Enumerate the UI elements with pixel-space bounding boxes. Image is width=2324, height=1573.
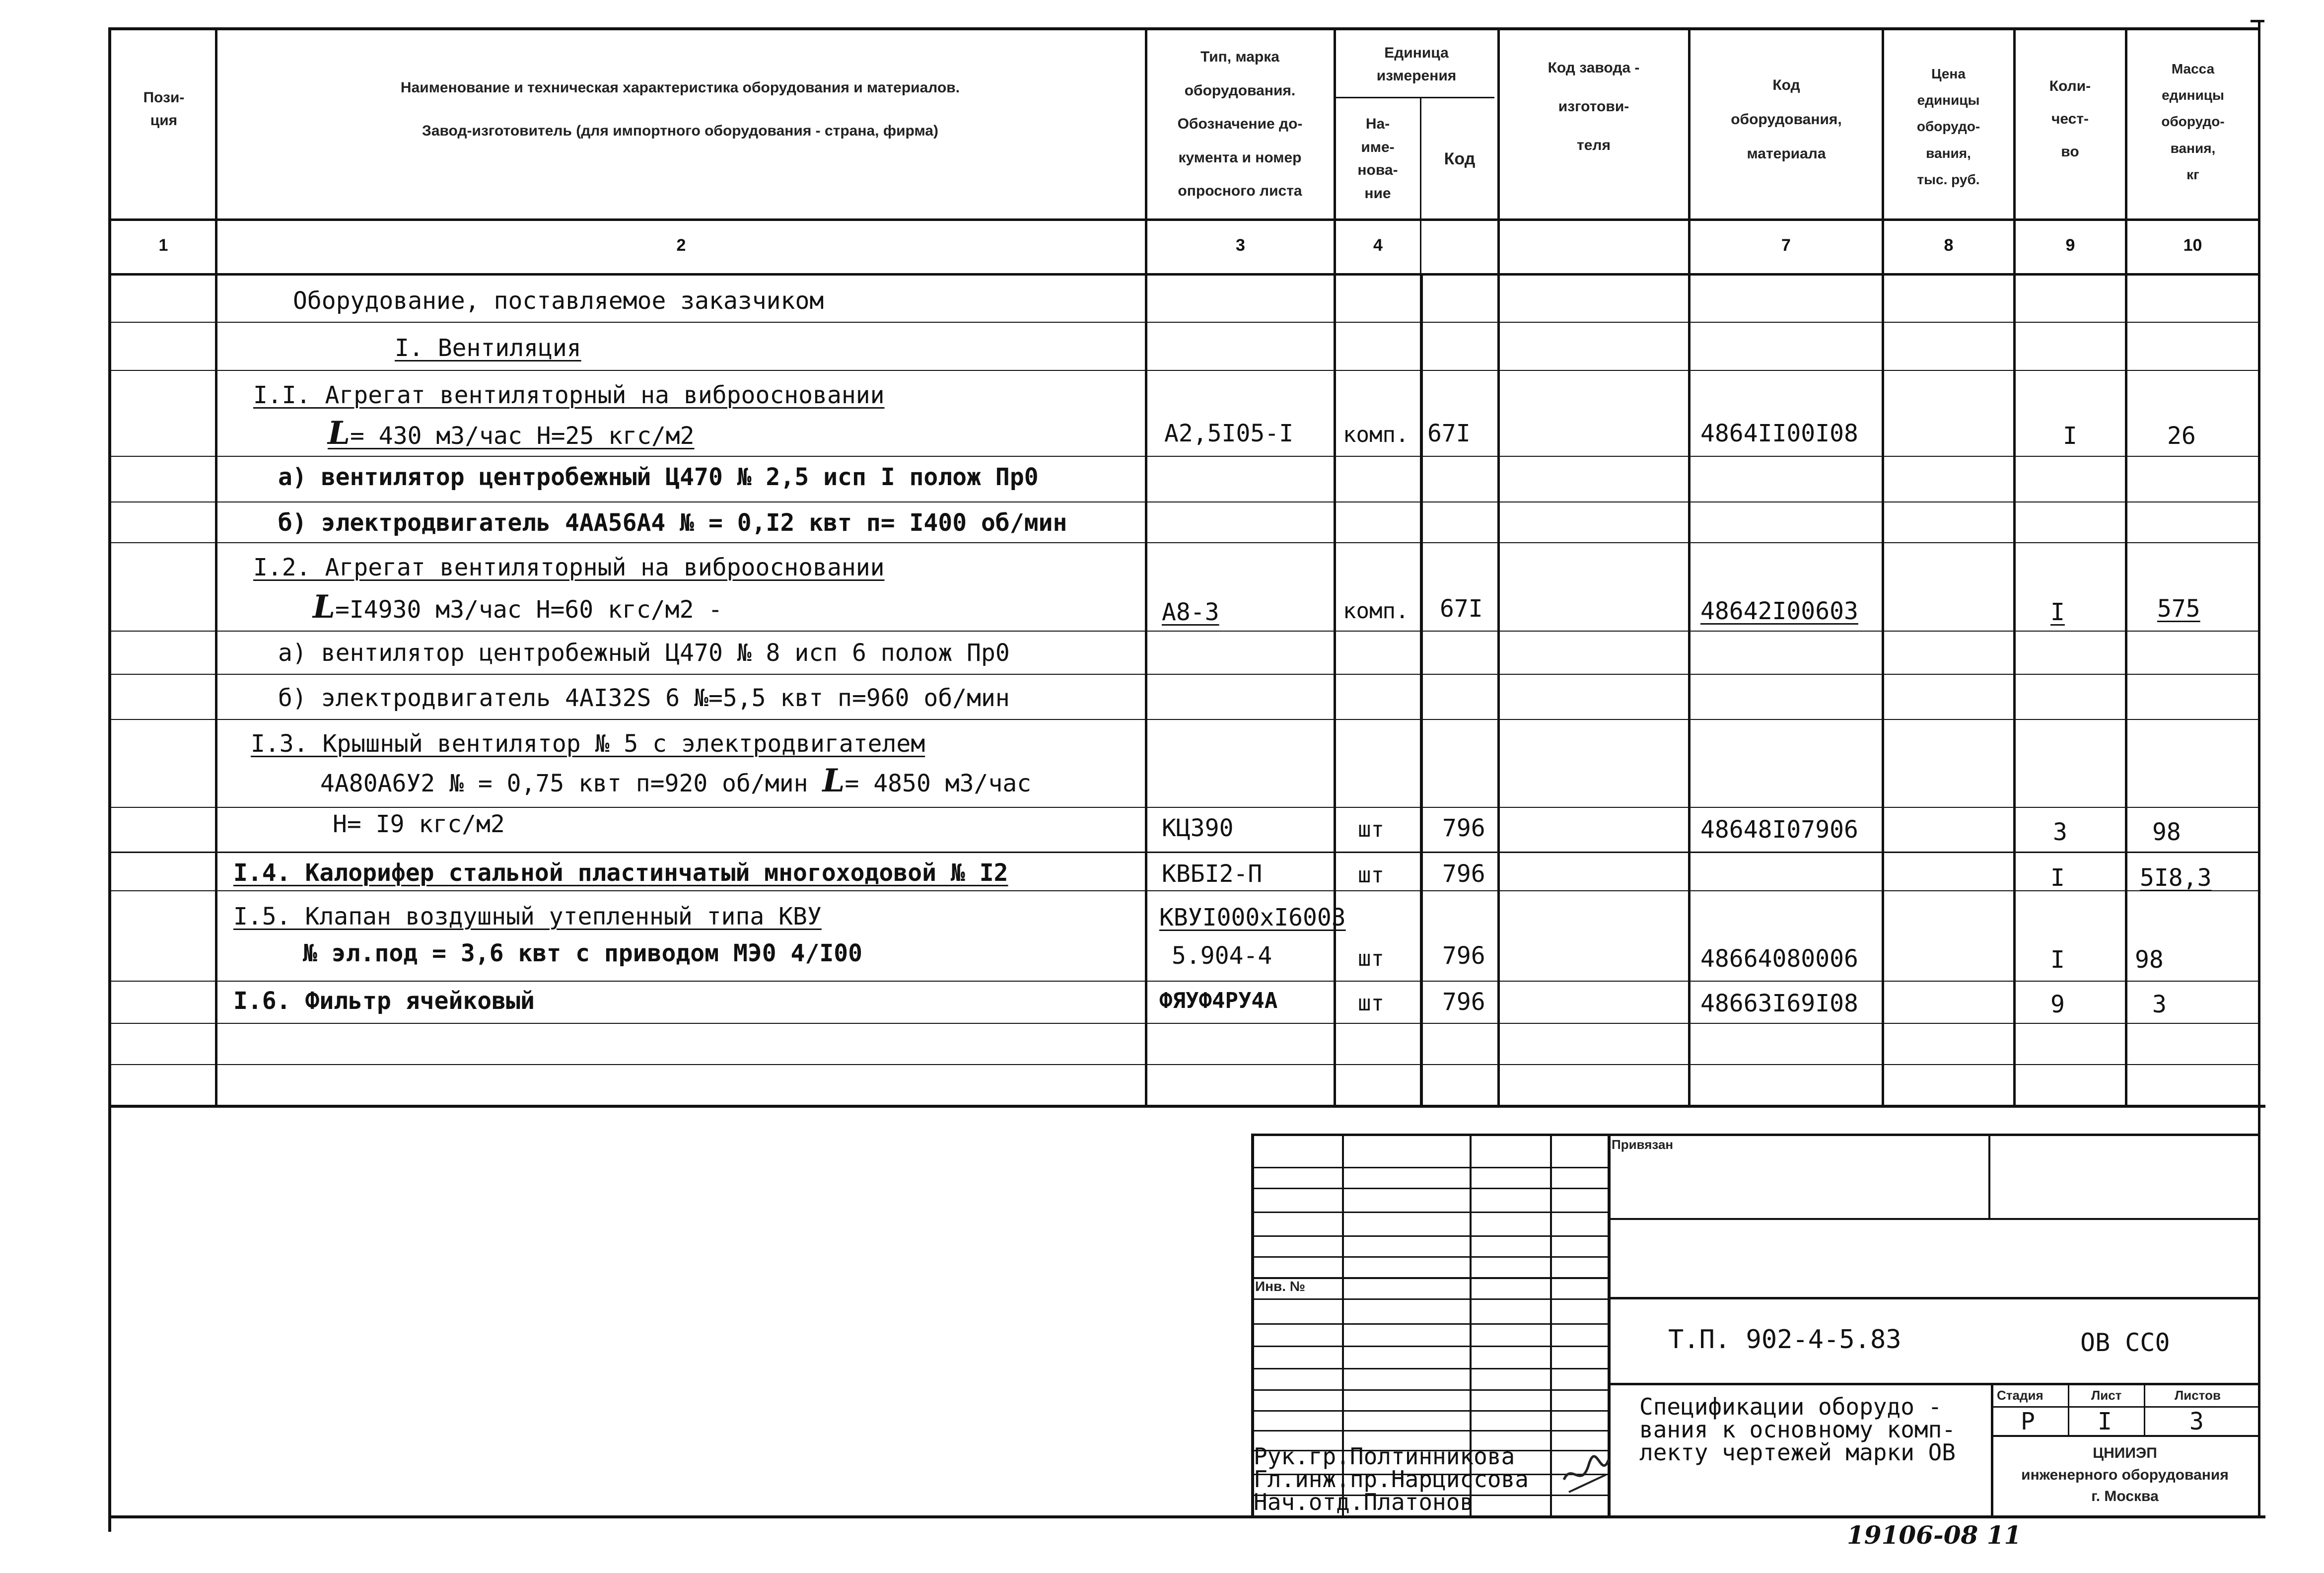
item-1-5-unit-code: 796 — [1442, 942, 1485, 970]
item-1-3-mass: 98 — [2152, 818, 2181, 846]
item-1-6-title: I.6. Фильтр ячейковый — [233, 987, 535, 1015]
item-1-3-code: 48648I07906 — [1700, 816, 1858, 844]
item-1-5-mass: 98 — [2135, 946, 2164, 974]
header-unit-name: На- име- нова- ние — [1357, 116, 1398, 202]
document-mark: ОВ СС0 — [2080, 1328, 2170, 1357]
sheet-label: Лист — [2091, 1388, 2122, 1403]
item-1-3-motor — [320, 762, 1031, 799]
stage-label: Стадия — [1997, 1388, 2043, 1403]
item-1-5-qty: I — [2050, 946, 2065, 974]
item-1-5-title: I.5. Клапан воздушный утепленный типа КВУ — [233, 903, 822, 930]
sheet-value: I — [2098, 1408, 2112, 1435]
item-1-5-type: КВУI000хI6003 — [1159, 904, 1346, 931]
item-1-5-params: № эл.под = 3,6 квт с приводом МЭ0 4/I00 — [303, 939, 863, 967]
item-1-1-title: I.I. Агрегат вентиляторный на виброосновании — [253, 381, 885, 409]
item-1-2-fan: а) вентилятор центробежный Ц470 № 8 исп 6 полож Пр0 — [278, 639, 1010, 667]
sheets-label: Листов — [2175, 1388, 2221, 1403]
header-factory-code: Код завода - изготови- теля — [1548, 60, 1640, 153]
item-1-4-mass: 5I8,3 — [2140, 864, 2212, 892]
item-1-1-fan: а) вентилятор центробежный Ц470 № 2,5 исп I полож Пр0 — [278, 463, 1039, 491]
header-unit-code: Код — [1444, 149, 1476, 168]
header-position: Пози- ция — [143, 89, 185, 129]
item-1-2-params — [313, 588, 722, 626]
col-number: 9 — [2065, 236, 2075, 255]
header-quantity: Коли- чест- во — [2049, 78, 2091, 160]
item-1-6-mass: 3 — [2152, 991, 2167, 1018]
inventory-number-label: Инв. № — [1255, 1279, 1306, 1294]
item-1-3-motor-text: 4А80А6У2 № = 0,75 квт п=920 об/мин — [320, 770, 808, 797]
item-1-2-code: 48642I00603 — [1700, 597, 1858, 625]
airflow-symbol: L — [822, 762, 845, 799]
col-number: 8 — [1944, 236, 1954, 255]
col-number: 4 — [1373, 236, 1383, 255]
section-ventilation: I. Вентиляция — [395, 334, 581, 362]
item-1-2-motor: б) электродвигатель 4АI32S 6 №=5,5 квт п=960 об/мин — [278, 684, 1010, 712]
col-number: 10 — [2183, 236, 2202, 255]
sheets-value: 3 — [2189, 1408, 2204, 1435]
item-1-3-airflow: = 4850 м3/час — [845, 770, 1032, 797]
airflow-symbol: L — [313, 588, 335, 626]
col-number: 7 — [1781, 236, 1791, 255]
item-1-2-type: А8-3 — [1162, 598, 1219, 626]
col-number: 1 — [158, 236, 168, 255]
item-1-2-unit: комп. — [1343, 598, 1409, 624]
item-1-4-type: КВБI2-П — [1162, 860, 1263, 888]
item-1-2-title: I.2. Агрегат вентиляторный на виброосновании — [253, 554, 885, 581]
signer-row — [1254, 1489, 1474, 1515]
item-1-4-qty: I — [2050, 864, 2065, 892]
item-1-3-qty: 3 — [2053, 818, 2067, 846]
item-1-1-params-text: = 430 м3/час Н=25 кгс/м2 — [350, 422, 695, 450]
item-1-5-doc: 5.904-4 — [1172, 942, 1272, 970]
header-mass: Масса единицы оборудо- вания, кг — [2161, 61, 2225, 182]
document-title: Спецификации оборудо - вания к основному комп- лекту чертежей марки ОВ — [1639, 1393, 1956, 1466]
item-1-5-unit: шт — [1358, 946, 1384, 971]
item-1-6-code: 48663I69I08 — [1700, 990, 1858, 1017]
signer-name: Нарциссова — [1391, 1466, 1529, 1493]
header-unit-group: Единица измерения — [1376, 44, 1457, 84]
item-1-3-unit: шт — [1358, 817, 1384, 842]
signer-role: Рук.гр. — [1254, 1443, 1350, 1470]
document-number-text: Т.П. 902-4-5.83 — [1668, 1325, 1901, 1355]
header-equipment-code: Код оборудования, материала — [1731, 76, 1842, 162]
header-price: Цена единицы оборудо- вания, тыс. руб. — [1916, 66, 1980, 187]
signer-role: Гл.инж.пр. — [1254, 1466, 1391, 1493]
item-1-1-unit: комп. — [1343, 422, 1409, 447]
signer-name: Полтинникова — [1349, 1443, 1515, 1470]
item-1-6-qty: 9 — [2050, 991, 2065, 1018]
item-1-6-type: ФЯУФ4РУ4А — [1159, 988, 1278, 1013]
item-1-1-motor: б) электродвигатель 4АА56А4 № = 0,I2 квт п= I400 об/мин — [278, 509, 1067, 537]
item-1-6-unit-code: 796 — [1442, 988, 1485, 1016]
item-1-2-unit-code: 67I — [1440, 595, 1483, 623]
airflow-symbol: L — [328, 415, 350, 452]
document-number — [1668, 1325, 1901, 1355]
signer-role: Нач.отд. — [1254, 1489, 1364, 1515]
organization: ЦНИИЭП инженерного оборудования г. Москва — [2021, 1445, 2229, 1504]
item-1-4-unit: шт — [1358, 862, 1384, 888]
item-1-1-unit-code: 67I — [1427, 420, 1471, 447]
signer-name: Платонов — [1363, 1489, 1474, 1515]
col-number: 3 — [1236, 236, 1245, 255]
stage-value: Р — [2021, 1408, 2035, 1435]
item-1-3-type: КЦ390 — [1162, 814, 1234, 842]
item-1-2-mass: 575 — [2157, 595, 2200, 623]
item-1-2-params-text: =I4930 м3/час Н=60 кгс/м2 - — [335, 596, 723, 624]
page-bottom-border — [109, 1515, 2265, 1518]
item-1-3-title: I.3. Крышный вентилятор № 5 с электродвигателем — [251, 730, 925, 758]
section-title: Оборудование, поставляемое заказчиком — [293, 287, 824, 315]
item-1-6-unit: шт — [1358, 991, 1384, 1016]
header-type: Тип, марка оборудования. Обозначение до- кумента и номер опросного листа — [1177, 49, 1303, 200]
item-1-3-unit-code: 796 — [1442, 814, 1485, 842]
signature-scribble — [1559, 1445, 1614, 1500]
item-1-5-code: 48664080006 — [1700, 945, 1858, 973]
item-1-1-type: А2,5I05-I — [1164, 420, 1294, 447]
item-1-4-unit-code: 796 — [1442, 860, 1485, 888]
item-1-4-title: I.4. Калорифер стальной пластинчатый многоходовой № I2 — [233, 859, 1008, 887]
footer-stamp: 19106-08 11 — [1847, 1520, 2022, 1550]
attached-label: Привязан — [1612, 1137, 1674, 1152]
col-number: 2 — [676, 236, 686, 255]
item-1-1-mass: 26 — [2167, 422, 2196, 450]
item-1-1-qty: I — [2063, 422, 2077, 450]
item-1-2-qty: I — [2050, 598, 2065, 626]
item-1-1-code: 4864II00I08 — [1700, 420, 1858, 447]
item-1-3-pressure: Н= I9 кгс/м2 — [333, 810, 505, 838]
item-1-1-params — [328, 415, 695, 452]
header-name: Наименование и техническая характеристика оборудования и материалов. Завод-изготовитель (для импортного оборудования - страна, фирма) — [400, 79, 960, 139]
